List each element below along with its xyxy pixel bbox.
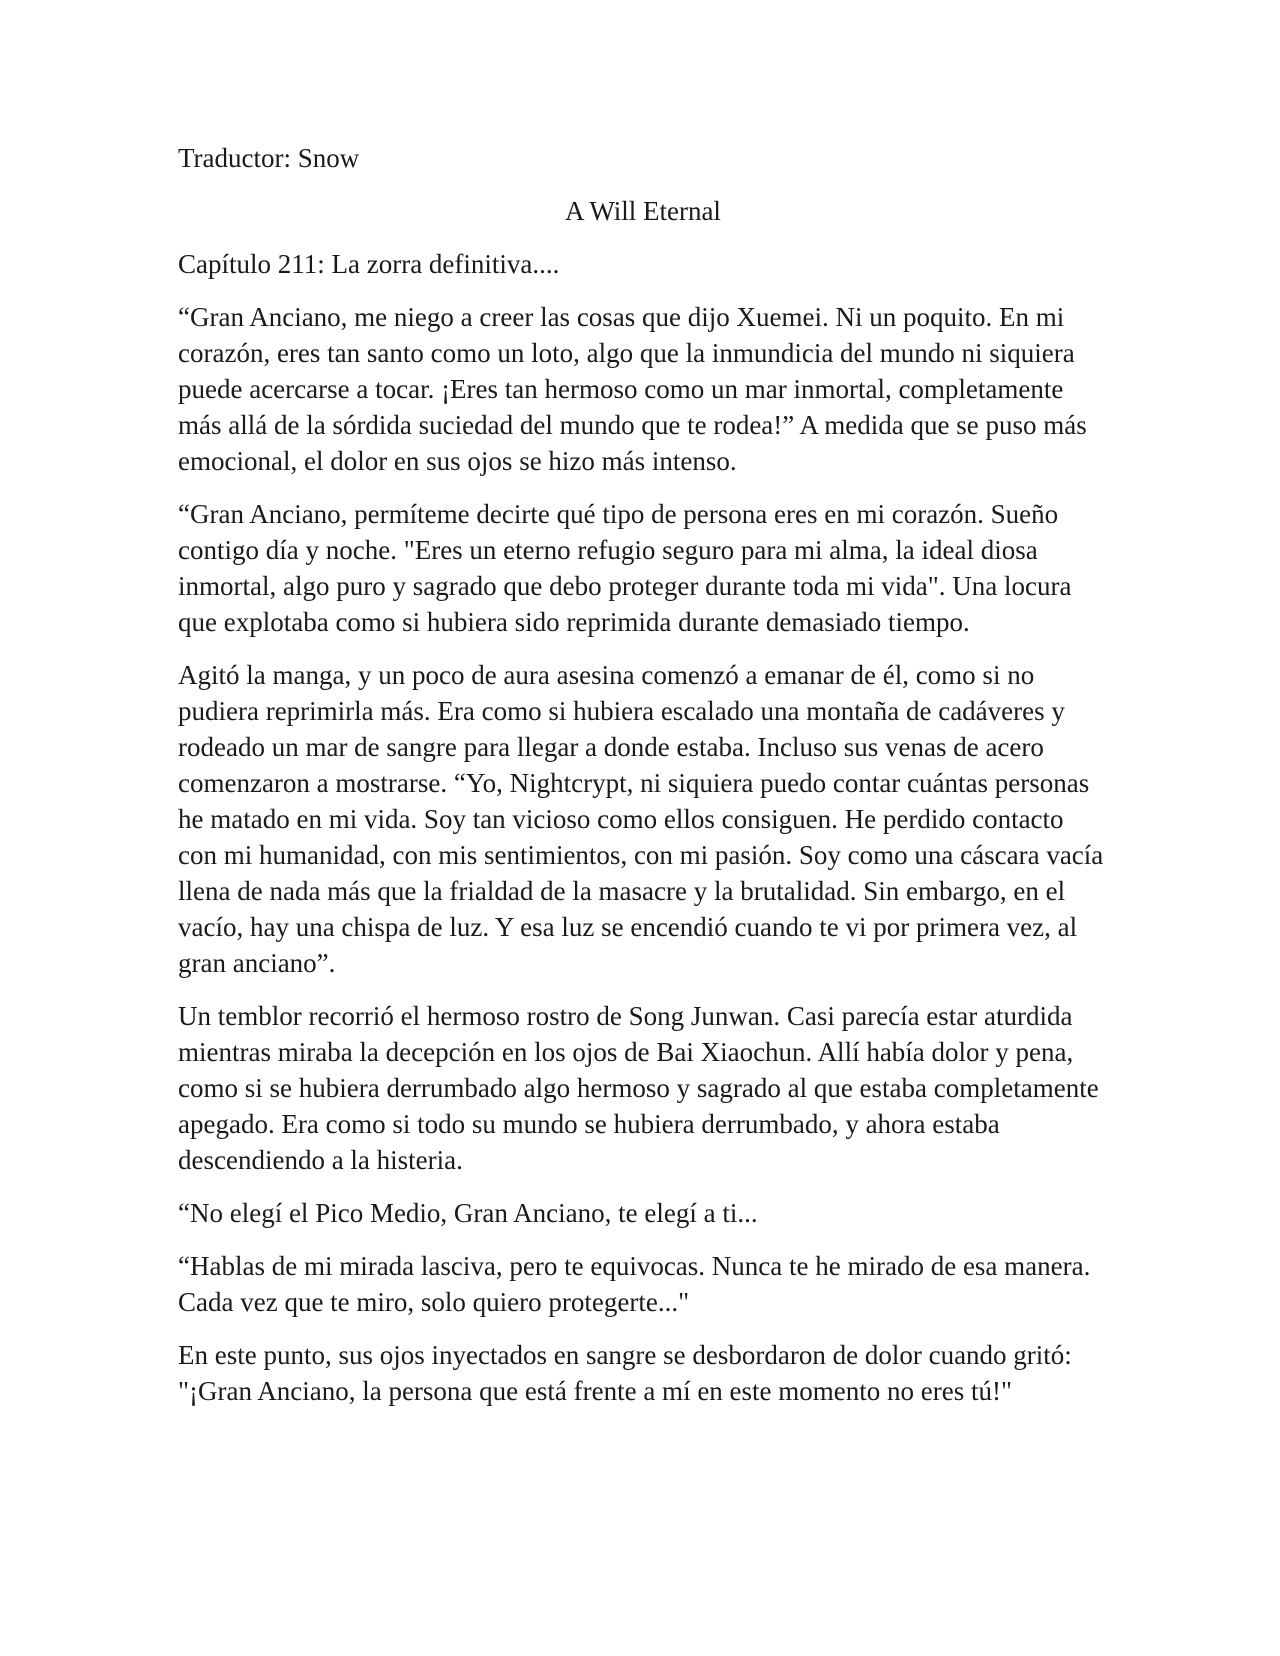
- translator-credit: Traductor: Snow: [178, 143, 360, 173]
- paragraph: Un temblor recorrió el hermoso rostro de Song Junwan. Casi parecía estar aturdida mientras miraba la decepción en los ojos de Bai Xiaochun. Allí había dolor y pena, como si se hubiera derrumbado algo hermoso y sagrado al que estaba completamente apegado. Era como si todo su mundo se hubiera derrumbado, y ahora estaba descendiendo a la histeria.: [178, 1001, 1099, 1175]
- paragraph: Agitó la manga, y un poco de aura asesina comenzó a emanar de él, como si no pudiera reprimirla más. Era como si hubiera escalado una montaña de cadáveres y rodeado un mar de sangre para llegar a donde estaba. Incluso sus venas de acero comenzaron a mostrarse. “Yo, Nightcrypt, ni siquiera puedo contar cuántas personas he matado en mi vida. Soy tan vicioso como ellos consiguen. He perdido contacto con mi humanidad, con mis sentimientos, con mi pasión. Soy como una cáscara vacía llena de nada más que la frialdad de la masacre y la brutalidad. Sin embargo, en el vacío, hay una chispa de luz. Y esa luz se encendió cuando te vi por primera vez, al gran anciano”.: [178, 660, 1104, 978]
- paragraph: En este punto, sus ojos inyectados en sangre se desbordaron de dolor cuando gritó: "¡Gran Anciano, la persona que está frente a mí en este momento no eres tú!": [178, 1340, 1072, 1406]
- paragraph: “Gran Anciano, me niego a creer las cosas que dijo Xuemei. Ni un poquito. En mi corazón, eres tan santo como un loto, algo que la inmundicia del mundo ni siquiera puede acercarse a tocar. ¡Eres tan hermoso como un mar inmortal, completamente más allá de la sórdida suciedad del mundo que te rodea!” A medida que se puso más emocional, el dolor en sus ojos se hizo más intenso.: [178, 302, 1087, 476]
- paragraph: “No elegí el Pico Medio, Gran Anciano, te elegí a ti...: [178, 1198, 758, 1228]
- document-body: [178, 140, 1108, 1426]
- paragraph: “Gran Anciano, permíteme decirte qué tipo de persona eres en mi corazón. Sueño contigo día y noche. "Eres un eterno refugio seguro para mi alma, la ideal diosa inmortal, algo puro y sagrado que debo proteger durante toda mi vida". Una locura que explotaba como si hubiera sido reprimida durante demasiado tiempo.: [178, 499, 1072, 637]
- paragraph: “Hablas de mi mirada lasciva, pero te equivocas. Nunca te he mirado de esa manera. Cada vez que te miro, solo quiero protegerte...": [178, 1251, 1091, 1317]
- book-title: A Will Eternal: [565, 196, 721, 226]
- chapter-title: Capítulo 211: La zorra definitiva....: [178, 249, 560, 279]
